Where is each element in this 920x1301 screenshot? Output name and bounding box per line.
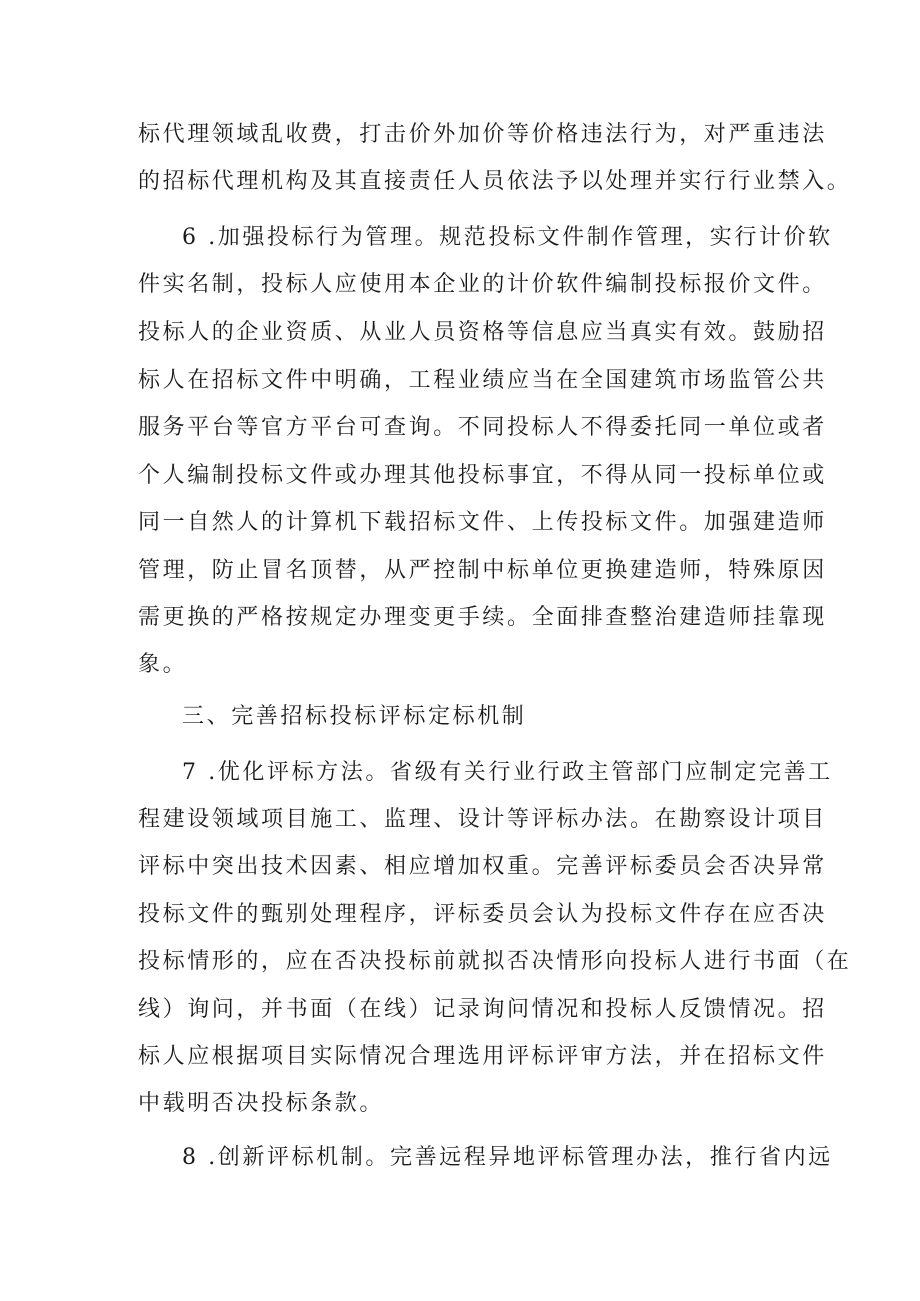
text-line: 评标中突出技术因素、相应增加权重。完善评标委员会否决异常: [138, 854, 827, 879]
text-line: 线）询问，并书面（在线）记录询问情况和投标人反馈情况。招: [138, 997, 827, 1022]
text-line: 标人在招标文件中明确，工程业绩应当在全国建筑市场监管公共: [138, 368, 827, 393]
text-line: 象。: [138, 652, 188, 677]
text-line: 投标人的企业资质、从业人员资格等信息应当真实有效。鼓励招: [138, 320, 827, 345]
text-line: 程建设领域项目施工、监理、设计等评标办法。在勘察设计项目: [138, 807, 827, 832]
text-line: 投标文件的甄别处理程序，评标委员会认为投标文件存在应否决: [138, 902, 827, 927]
text-line: 中载明否决投标条款。: [138, 1091, 385, 1116]
text-line: 需更换的严格按规定办理变更手续。全面排查整治建造师挂靠现: [138, 605, 827, 630]
text-line: 标代理领域乱收费，打击价外加价等价格违法行为，对严重违法: [138, 122, 827, 147]
section-heading: 三、完善招标投标评标定标机制: [182, 704, 527, 729]
text-line: 件实名制，投标人应使用本企业的计价软件编制投标报价文件。: [138, 272, 827, 297]
text-line: 标人应根据项目实际情况合理选用评标评审方法，并在招标文件: [138, 1044, 827, 1069]
text-line: 个人编制投标文件或办理其他投标事宜，不得从同一投标单位或: [138, 463, 827, 488]
text-line: 服务平台等官方平台可查询。不同投标人不得委托同一单位或者: [138, 415, 827, 440]
text-line: 的招标代理机构及其直接责任人员依法予以处理并实行行业禁入。: [138, 169, 852, 194]
text-line: 投标情形的，应在否决投标前就拟否决情形向投标人进行书面（在: [138, 949, 852, 974]
paragraph-8-heading-line: 8 .创新评标机制。完善远程异地评标管理办法，推行省内远: [182, 1145, 833, 1170]
text-line: 管理，防止冒名顶替，从严控制中标单位更换建造师，特殊原因: [138, 558, 827, 583]
paragraph-6-heading-line: 6 .加强投标行为管理。规范投标文件制作管理，实行计价软: [182, 225, 833, 250]
paragraph-7-heading-line: 7 .优化评标方法。省级有关行业行政主管部门应制定完善工: [182, 760, 833, 785]
text-line: 同一自然人的计算机下载招标文件、上传投标文件。加强建造师: [138, 510, 827, 535]
